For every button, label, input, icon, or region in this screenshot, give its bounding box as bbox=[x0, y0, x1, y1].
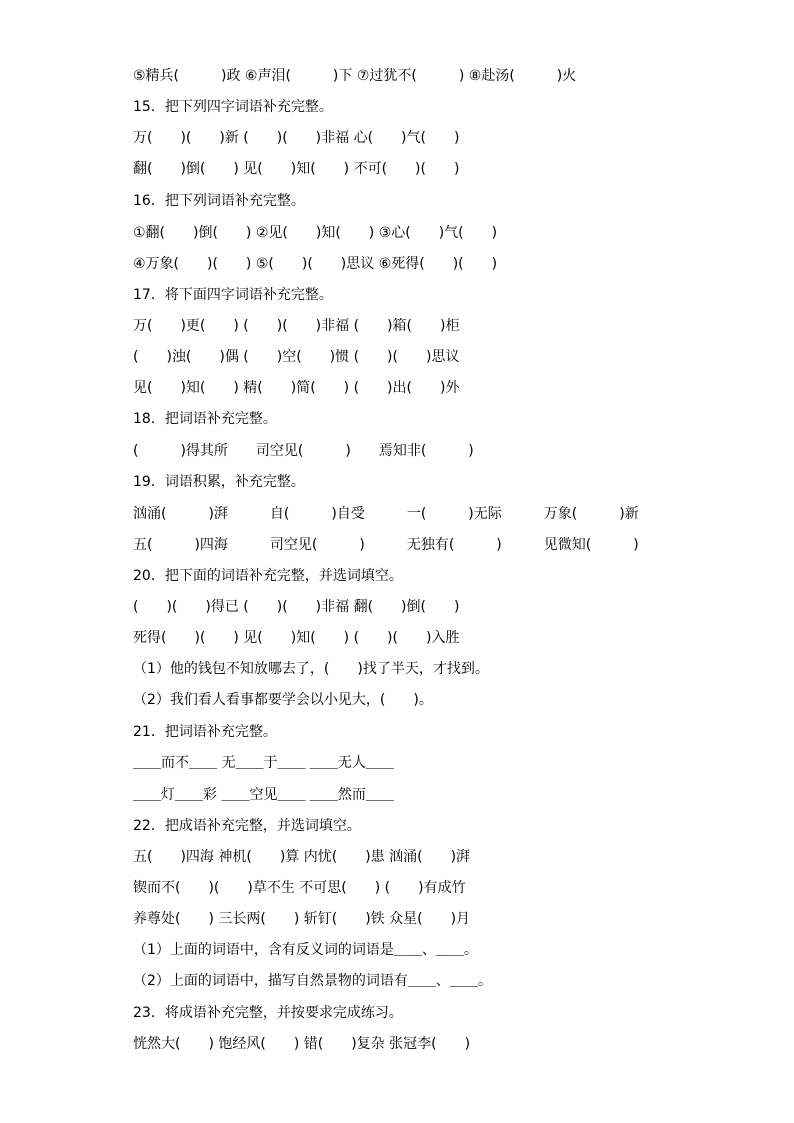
question-heading: 20．把下面的词语补充完整，并选词填空。 bbox=[133, 568, 403, 584]
text-line: ④万象( )( ) ⑤( )( )思议 ⑥死得( )( ) bbox=[133, 256, 498, 272]
text-line: 锲而不( )( )草不生 不可思( ) ( )有成竹 bbox=[133, 880, 466, 896]
text-line: 死得( )( ) 见( )知( ) ( )( )入胜 bbox=[133, 630, 460, 646]
text-line: 五( )四海 神机( )算 内忧( )患 汹涌( )湃 bbox=[133, 849, 471, 865]
text-line: 万( )( )新 ( )( )非福 心( )气( ) bbox=[133, 130, 460, 146]
text-line: ①翻( )倒( ) ②见( )知( ) ③心( )气( ) bbox=[133, 225, 498, 241]
question-heading: 23．将成语补充完整，并按要求完成练习。 bbox=[133, 1005, 403, 1021]
question-heading: 19．词语积累，补充完整。 bbox=[133, 474, 305, 490]
text-line: ( )得其所 司空见( ) 焉知非( ) bbox=[133, 443, 474, 459]
question-heading: 21．把词语补充完整。 bbox=[133, 724, 277, 740]
question-heading: 17．将下面四字词语补充完整。 bbox=[133, 287, 333, 303]
question-heading: 22．把成语补充完整，并选词填空。 bbox=[133, 818, 361, 834]
text-line: ＿＿而不＿＿ 无＿＿于＿＿ ＿＿无人＿＿ bbox=[133, 755, 394, 771]
text-line: 五( )四海 司空见( ) 无独有( ) 见微知( ) bbox=[133, 537, 639, 553]
question-heading: 16．把下列词语补充完整。 bbox=[133, 193, 305, 209]
text-line: 恍然大( ) 饱经风( ) 错( )复杂 张冠李( ) bbox=[133, 1036, 471, 1052]
text-line: 汹涌( )湃 自( )自受 一( )无际 万象( )新 bbox=[133, 506, 639, 522]
text-line: ( )浊( )偶 ( )空( )惯 ( )( )思议 bbox=[133, 349, 460, 365]
text-line: 万( )更( ) ( )( )非福 ( )箱( )柜 bbox=[133, 318, 460, 334]
text-line: 见( )知( ) 精( )简( ) ( )出( )外 bbox=[133, 380, 460, 396]
text-line: 养尊处( ) 三长两( ) 斩钉( )铁 众星( )月 bbox=[133, 911, 471, 927]
question-heading: 15．把下列四字词语补充完整。 bbox=[133, 99, 333, 115]
sub-question: （1）上面的词语中，含有反义词的词语是＿＿、＿＿。 bbox=[133, 942, 478, 958]
text-line: ＿＿灯＿＿彩 ＿＿空见＿＿ ＿＿然而＿＿ bbox=[133, 787, 394, 803]
sub-question: （2）上面的词语中，描写自然景物的词语有＿＿、＿＿。 bbox=[133, 973, 492, 989]
text-line: ⑤精兵( )政 ⑥声泪( )下 ⑦过犹不( ) ⑧赴汤( )火 bbox=[133, 68, 577, 84]
text-line: ( )( )得已 ( )( )非福 翻( )倒( ) bbox=[133, 599, 460, 615]
question-heading: 18．把词语补充完整。 bbox=[133, 411, 277, 427]
sub-question: （2）我们看人看事都要学会以小见大，( )。 bbox=[133, 692, 433, 708]
sub-question: （1）他的钱包不知放哪去了，( )找了半天，才找到。 bbox=[133, 661, 489, 677]
text-line: 翻( )倒( ) 见( )知( ) 不可( )( ) bbox=[133, 161, 460, 177]
